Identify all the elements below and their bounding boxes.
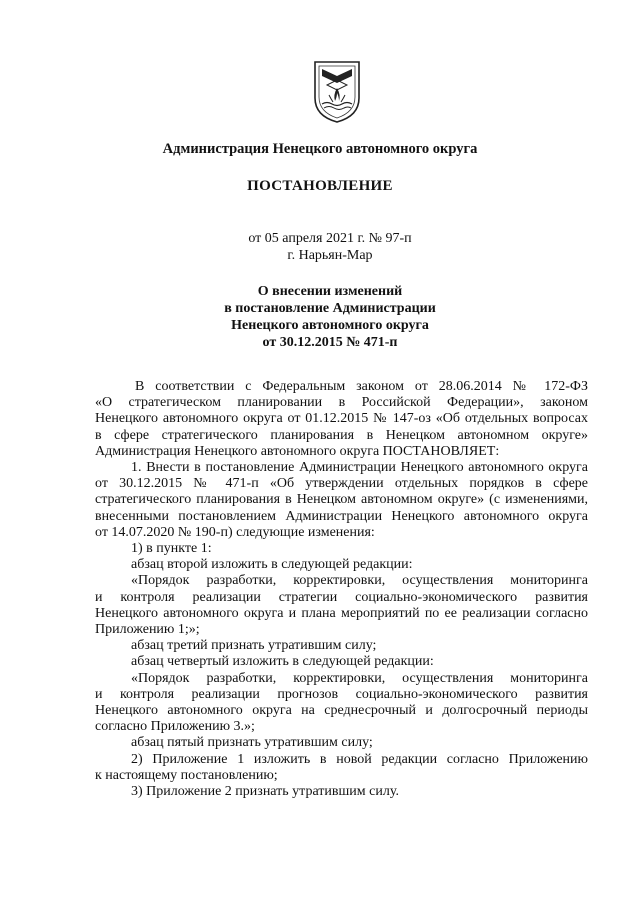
body-line: и контроля реализации прогнозов социально-экономического развития (95, 686, 588, 702)
body-line: 1) в пункте 1: (131, 541, 212, 557)
body-line: 1. Внести в постановление Администрации Ненецкого автономного округа (131, 460, 588, 476)
document-date: от 05 апреля 2021 г. № 97-п (248, 231, 412, 246)
body-line: согласно Приложению 3.»; (95, 719, 255, 735)
document-body (95, 379, 588, 800)
body-line: 3) Приложение 2 признать утратившим силу. (131, 784, 399, 800)
body-line: абзац второй изложить в следующей редакции: (131, 557, 413, 573)
document-city: г. Нарьян-Мар (287, 248, 373, 263)
body-line: абзац пятый признать утратившим силу; (131, 735, 373, 751)
body-line: «О стратегическом планировании в Российской Федерации», законом (95, 395, 588, 411)
body-line: Ненецкого автономного округа на среднесрочный и долгосрочный периоды (95, 703, 588, 719)
body-line: В соответствии с Федеральным законом от 28.06.2014 № 172-ФЗ (135, 379, 588, 394)
document-date-block (10, 230, 640, 264)
body-line: от 30.12.2015 № 471-п «Об утверждении отдельных порядков в сфере (95, 476, 588, 492)
organization-name: Администрация Ненецкого автономного округа (162, 141, 478, 157)
body-line: к настоящему постановлению; (95, 767, 278, 783)
body-line: Администрация Ненецкого автономного округа ПОСТАНОВЛЯЕТ: (95, 443, 500, 459)
subject-line: в постановление Администрации (224, 301, 436, 316)
body-line: Ненецкого автономного округа от 01.12.2015 № 147-оз «Об отдельных вопросах (95, 411, 588, 427)
body-line: Ненецкого автономного округа и плана мероприятий по ее реализации согласно (95, 605, 588, 621)
document-type: ПОСТАНОВЛЕНИЕ (247, 178, 393, 194)
coat-of-arms-icon (311, 58, 363, 124)
body-line: абзац четвертый изложить в следующей редакции: (131, 654, 434, 670)
body-line: стратегического планирования в Ненецком автономном округе» (с изменениями, (95, 492, 588, 508)
body-line: «Порядок разработки, корректировки, осуществления мониторинга (131, 670, 588, 686)
body-line: в сфере стратегического планирования в Ненецком автономном округе» (95, 427, 588, 443)
body-line: Приложению 1;»; (95, 622, 200, 638)
subject-line: Ненецкого автономного округа (231, 318, 429, 333)
body-line: внесенными постановлением Администрации Ненецкого автономного округа (95, 508, 588, 524)
document-subject (10, 283, 640, 351)
subject-line: О внесении изменений (257, 284, 403, 299)
body-line: абзац третий признать утратившим силу; (131, 638, 377, 654)
subject-line: от 30.12.2015 № 471-п (262, 335, 398, 350)
body-line: и контроля реализации стратегии социально-экономического развития (95, 589, 588, 605)
body-line: «Порядок разработки, корректировки, осуществления мониторинга (131, 573, 588, 589)
body-line: 2) Приложение 1 изложить в новой редакции согласно Приложению (131, 751, 588, 767)
body-line: от 14.07.2020 № 190-п) следующие изменения: (95, 524, 375, 540)
